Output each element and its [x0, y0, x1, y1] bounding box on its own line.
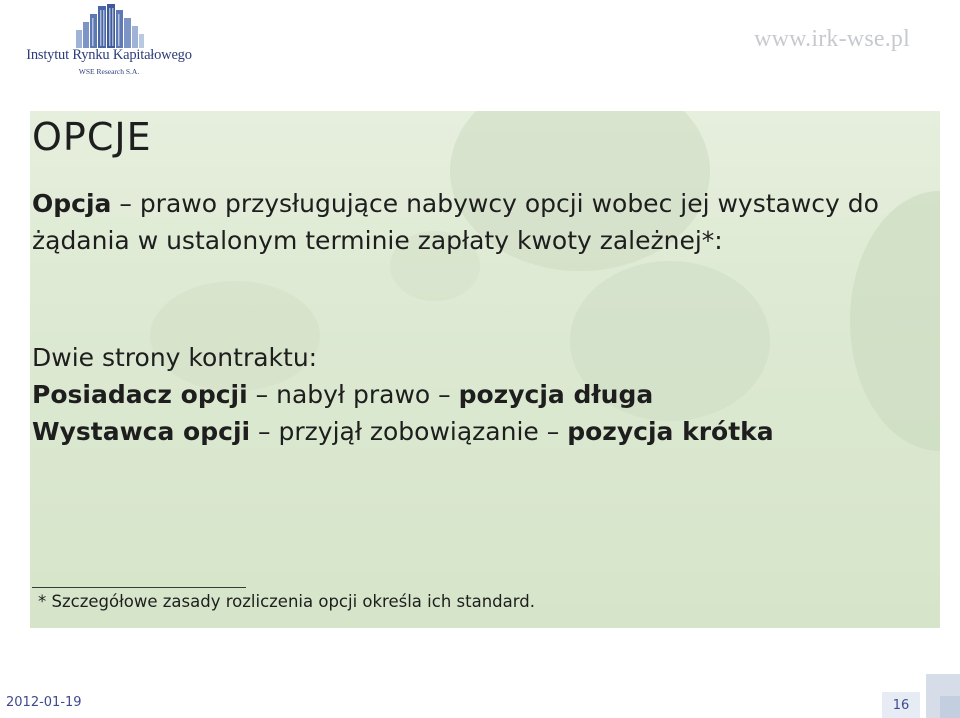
definition-text: – prawo przysługujące nabywcy opcji wobec jej wystawcy do żądania w ustalonym terminie zapłaty kwoty zależnej*:	[32, 189, 879, 255]
definition-term: Opcja	[32, 189, 112, 218]
holder-line	[32, 376, 912, 413]
page-number: 16	[882, 692, 920, 718]
holder-sep1: –	[247, 380, 277, 409]
footnote: * Szczegółowe zasady rozliczenia opcji określa ich standard.	[38, 592, 535, 611]
holder-desc: nabył prawo	[276, 380, 431, 409]
holder-position: pozycja długa	[458, 380, 654, 409]
writer-desc: przyjął zobowiązanie	[278, 417, 539, 446]
company-logo	[14, 4, 204, 82]
writer-sep1: –	[250, 417, 279, 446]
slide-panel	[30, 111, 940, 628]
logo-name: Instytut Rynku Kapitałowego	[26, 47, 192, 63]
buildings-logo-icon	[70, 4, 150, 48]
option-definition	[32, 185, 912, 259]
footnote-divider	[32, 587, 246, 588]
writer-term: Wystawca opcji	[32, 417, 251, 446]
slide-title: OPCJE	[32, 115, 152, 159]
writer-line	[32, 413, 912, 450]
holder-sep2: –	[430, 380, 459, 409]
logo-subtitle: WSE Research S.A.	[78, 67, 140, 76]
corner-decoration	[940, 696, 960, 718]
sides-heading: Dwie strony kontraktu:	[32, 343, 318, 372]
writer-position: pozycja krótka	[567, 417, 774, 446]
contract-sides	[32, 339, 912, 450]
site-url[interactable]: www.irk-wse.pl	[754, 26, 910, 52]
slide-date: 2012-01-19	[6, 695, 82, 710]
writer-sep2: –	[538, 417, 568, 446]
holder-term: Posiadacz opcji	[32, 380, 248, 409]
